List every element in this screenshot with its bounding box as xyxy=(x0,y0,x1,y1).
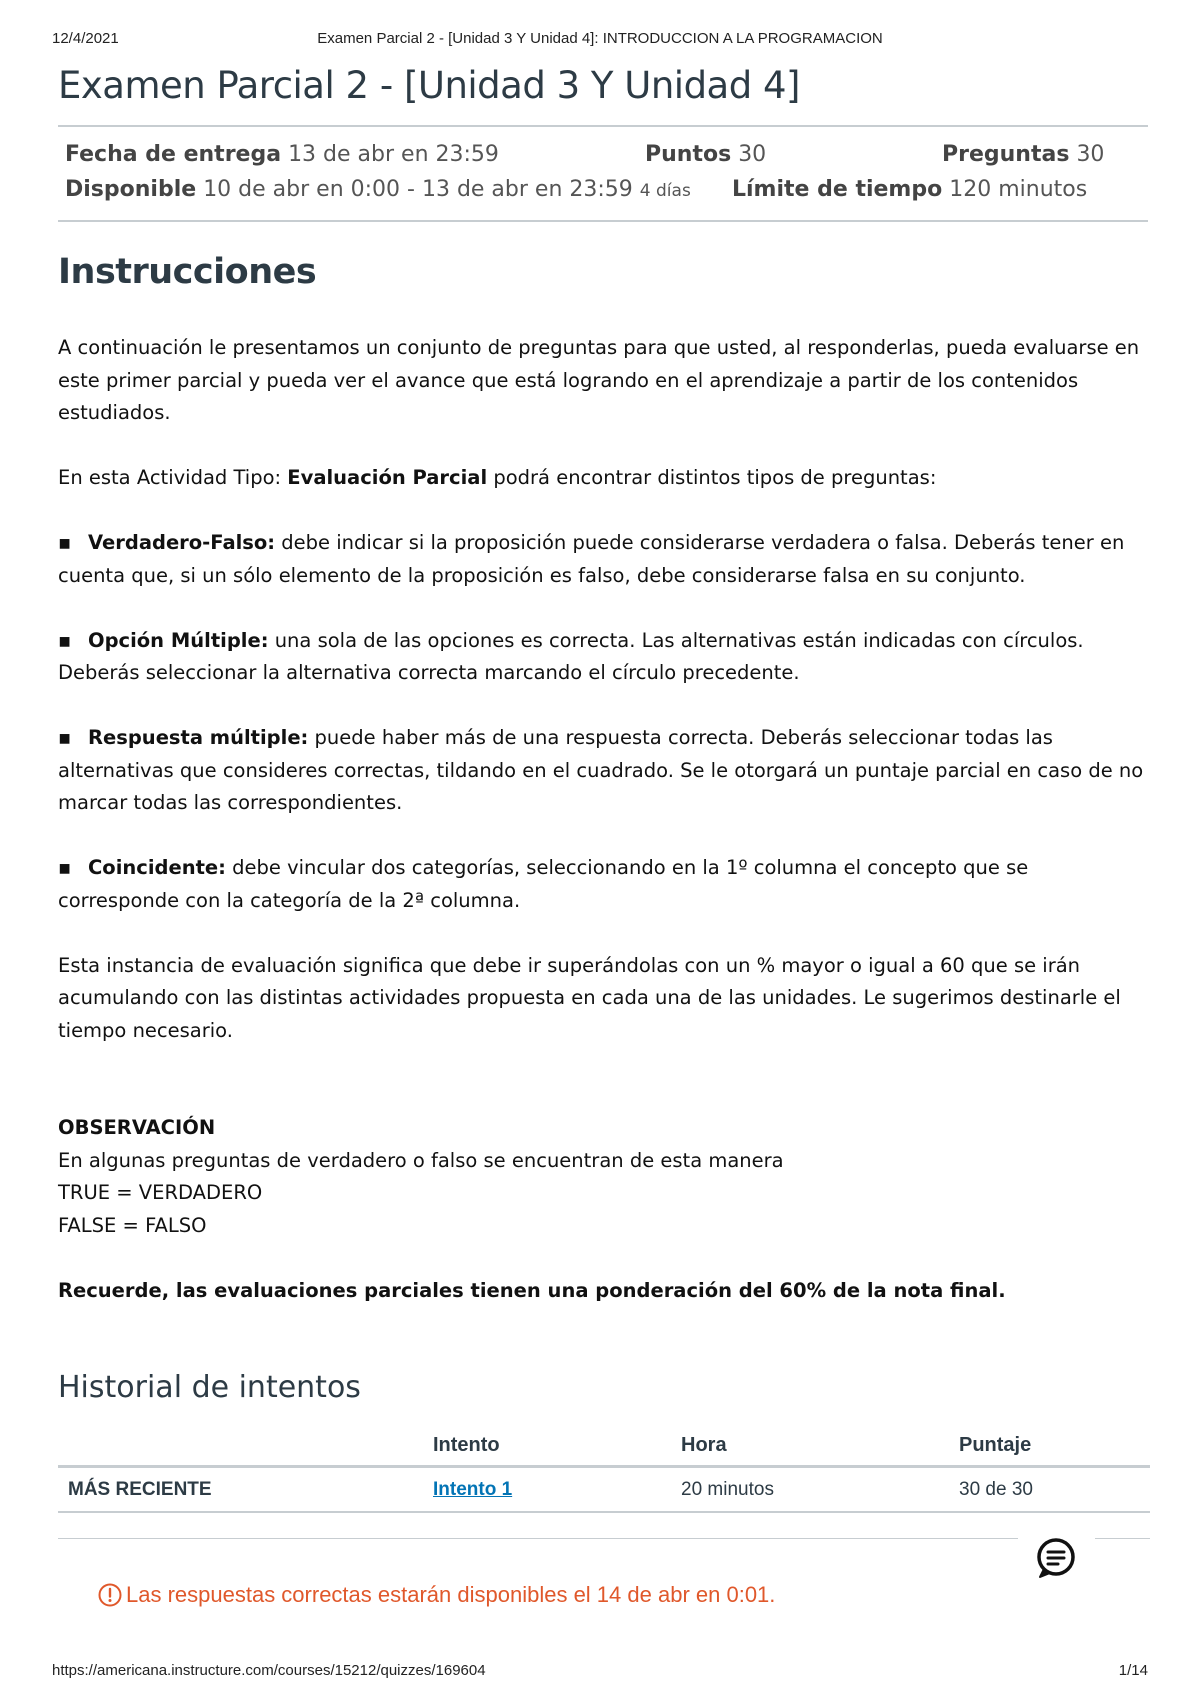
print-footer xyxy=(52,1662,1148,1682)
notice-text: Las respuestas correctas estarán disponibles el 14 de abr en 0:01. xyxy=(126,1582,776,1607)
availability-days: 4 días xyxy=(639,181,691,201)
types-bold: Evaluación Parcial xyxy=(287,466,488,489)
points-value: 30 xyxy=(738,142,767,167)
page-number: 1/14 xyxy=(1118,1662,1148,1679)
time-limit xyxy=(732,177,1087,202)
bullet-icon: ▪ xyxy=(58,531,72,554)
instructions-types xyxy=(58,462,1150,495)
table-header: Intento xyxy=(423,1425,671,1467)
bullet-text: debe indicar si la proposición puede considerarse verdadera o falsa. Deberás tener en cuenta que, si un sólo elemento de la proposición es falso, debe considerarse falsa en su conjunto. xyxy=(58,531,1125,587)
print-header xyxy=(52,30,1148,50)
bullet-text: debe vincular dos categorías, seleccionando en la 1º columna el concepto que se corresponde con la categoría de la 2ª columna. xyxy=(58,856,1029,912)
table-header: Hora xyxy=(671,1425,949,1467)
print-url: https://americana.instructure.com/courses/15212/quizzes/169604 xyxy=(52,1662,486,1679)
bullet-icon: ▪ xyxy=(58,726,72,749)
table-header: Puntaje xyxy=(949,1425,1150,1467)
attempt-link[interactable]: Intento 1 xyxy=(433,1478,513,1500)
chat-icon[interactable] xyxy=(1032,1535,1080,1583)
availability-label: Disponible xyxy=(65,177,197,202)
time-limit-label: Límite de tiempo xyxy=(732,177,943,202)
divider xyxy=(1095,1538,1150,1539)
questions-value: 30 xyxy=(1076,142,1105,167)
bullet-label: Coincidente: xyxy=(88,856,226,879)
instructions-body xyxy=(58,332,1150,1340)
bullet-text: puede haber más de una respuesta correcta. Deberás seleccionar todas las alternativas que consideres correctas, tildando en el cuadrado. Se le otorgará un puntaje parcial en caso de no marcar todas las correspondientes. xyxy=(58,726,1144,814)
availability xyxy=(65,177,691,202)
reminder xyxy=(58,1275,1150,1308)
print-date: 12/4/2021 xyxy=(52,30,119,47)
due-date xyxy=(65,142,499,167)
bullet-label: Respuesta múltiple: xyxy=(88,726,309,749)
print-doc-title: Examen Parcial 2 - [Unidad 3 Y Unidad 4]: INTRODUCCION A LA PROGRAMACION xyxy=(317,30,883,47)
table-header-row xyxy=(58,1425,1150,1467)
points xyxy=(645,142,766,167)
time-cell: 20 minutos xyxy=(671,1467,949,1513)
warning-icon xyxy=(98,1583,122,1607)
bullet-respuesta-multiple xyxy=(58,722,1150,820)
divider xyxy=(58,125,1148,127)
page-title: Examen Parcial 2 - [Unidad 3 Y Unidad 4] xyxy=(58,64,800,107)
observation-line: En algunas preguntas de verdadero o falso se encuentran de esta manera xyxy=(58,1148,784,1172)
table-row xyxy=(58,1467,1150,1513)
bullet-coincidente xyxy=(58,852,1150,917)
points-label: Puntos xyxy=(645,142,732,167)
observation-heading xyxy=(58,1112,1150,1145)
observation-line: TRUE = VERDADERO xyxy=(58,1181,263,1204)
divider xyxy=(58,220,1148,222)
due-date-label: Fecha de entrega xyxy=(65,142,282,167)
instructions-intro: A continuación le presentamos un conjunto de preguntas para que usted, al responderlas, pueda evaluarse en este primer parcial y pueda ver el avance que está logrando en el aprendizaje a partir de los contenidos estudiados. xyxy=(58,336,1140,424)
questions-label: Preguntas xyxy=(942,142,1070,167)
observation-line: FALSE = FALSO xyxy=(58,1213,207,1237)
bullet-icon: ▪ xyxy=(58,856,72,879)
questions xyxy=(942,142,1104,167)
score-cell: 30 de 30 xyxy=(949,1467,1150,1513)
due-date-value: 13 de abr en 23:59 xyxy=(288,142,499,167)
availability-value: 10 de abr en 0:00 - 13 de abr en 23:59 xyxy=(203,177,633,202)
divider xyxy=(58,1538,1018,1539)
bullet-verdadero-falso xyxy=(58,527,1150,592)
time-limit-value: 120 minutos xyxy=(949,177,1088,202)
attempts-table xyxy=(58,1425,1150,1513)
reminder-text: Recuerde, las evaluaciones parciales tienen una ponderación del 60% de la nota final. xyxy=(58,1278,1006,1302)
instructions-heading: Instrucciones xyxy=(58,252,317,292)
row-label: MÁS RECIENTE xyxy=(58,1467,423,1513)
bullet-text: una sola de las opciones es correcta. Las alternativas están indicadas con círculos. Deberás seleccionar la alternativa correcta marcando el círculo precedente. xyxy=(58,628,1084,684)
bullet-opcion-multiple xyxy=(58,625,1150,690)
instructions-instance: Esta instancia de evaluación significa que debe ir superándolas con un % mayor o igual a 60 que se irán acumulando con las distintas actividades propuesta en cada una de las unidades. Le sugerimos destinarle el tiempo necesario. xyxy=(58,953,1121,1042)
bullet-icon: ▪ xyxy=(58,628,72,652)
answers-notice xyxy=(98,1582,775,1608)
types-post: podrá encontrar distintos tipos de preguntas: xyxy=(487,466,937,489)
attempt-cell xyxy=(423,1467,671,1513)
bullet-label: Opción Múltiple: xyxy=(88,628,269,652)
bullet-label: Verdadero-Falso: xyxy=(88,531,276,554)
observation-heading-text: OBSERVACIÓN xyxy=(58,1116,216,1139)
history-heading: Historial de intentos xyxy=(58,1370,361,1405)
types-pre: En esta Actividad Tipo: xyxy=(58,466,288,489)
table-header xyxy=(58,1425,423,1467)
